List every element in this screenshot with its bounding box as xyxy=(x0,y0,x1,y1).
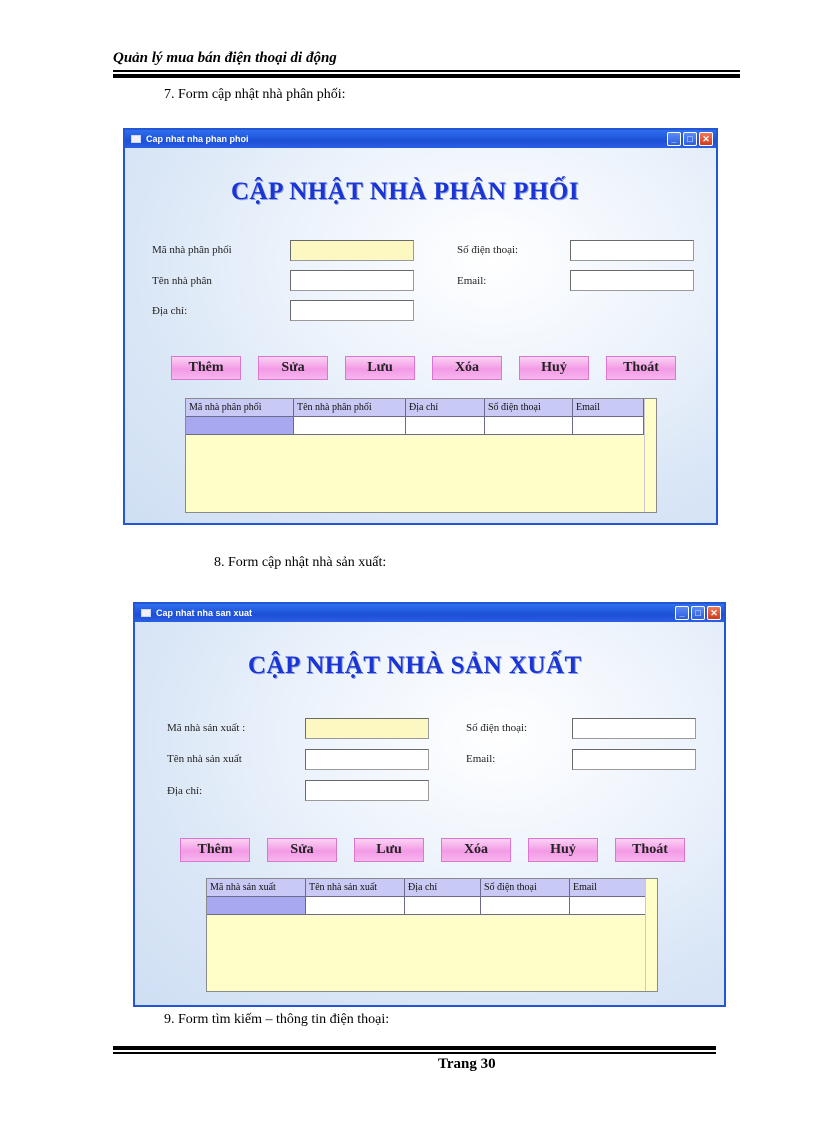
table-cell[interactable] xyxy=(573,417,644,435)
footer-rule-thin xyxy=(113,1052,716,1054)
column-header[interactable]: Địa chỉ xyxy=(405,879,481,897)
label-dia-chi: Địa chỉ: xyxy=(167,785,203,797)
document-header-title: Quản lý mua bán điện thoại di động xyxy=(113,50,337,66)
label-so-dien-thoai: Số điện thoại: xyxy=(457,244,519,256)
column-header[interactable]: Tên nhà sản xuất xyxy=(306,879,405,897)
data-grid[interactable] xyxy=(185,398,657,513)
row-selector[interactable] xyxy=(207,897,306,915)
window-nha-san-xuat xyxy=(133,602,726,1007)
window-nha-phan-phoi xyxy=(123,128,718,525)
label-email: Email: xyxy=(466,753,496,765)
table-cell[interactable] xyxy=(406,417,485,435)
titlebar[interactable] xyxy=(125,130,716,148)
table-row[interactable] xyxy=(186,417,644,435)
them-button[interactable]: Thêm xyxy=(171,356,241,380)
luu-button[interactable]: Lưu xyxy=(354,838,424,862)
table-cell[interactable] xyxy=(481,897,570,915)
column-header[interactable]: Số điện thoại xyxy=(481,879,570,897)
label-ten-nha-phan: Tên nhà phân xyxy=(152,275,212,287)
table-row[interactable] xyxy=(207,897,646,915)
huy-button[interactable]: Huỷ xyxy=(519,356,589,380)
label-so-dien-thoai: Số điện thoại: xyxy=(466,722,528,734)
input-ma-nha-phan-phoi[interactable] xyxy=(290,240,414,261)
thoat-button[interactable]: Thoát xyxy=(615,838,685,862)
minimize-icon[interactable]: _ xyxy=(675,606,689,620)
label-ma-nha-san-xuat: Mã nhà sản xuất : xyxy=(167,722,246,734)
column-header[interactable]: Email xyxy=(573,399,644,417)
grid-header xyxy=(186,399,644,417)
input-dia-chi[interactable] xyxy=(305,780,429,801)
column-header[interactable]: Email xyxy=(570,879,646,897)
input-email[interactable] xyxy=(570,270,694,291)
input-email[interactable] xyxy=(572,749,696,770)
column-header[interactable]: Số điện thoại xyxy=(485,399,573,417)
close-icon[interactable]: ✕ xyxy=(707,606,721,620)
form-heading: CẬP NHẬT NHÀ PHÂN PHỐI xyxy=(231,178,580,205)
luu-button[interactable]: Lưu xyxy=(345,356,415,380)
input-dia-chi[interactable] xyxy=(290,300,414,321)
form-client-area xyxy=(135,622,724,1005)
input-ma-nha-san-xuat[interactable] xyxy=(305,718,429,739)
titlebar[interactable] xyxy=(135,604,724,622)
minimize-icon[interactable]: _ xyxy=(667,132,681,146)
label-dia-chi: Địa chỉ: xyxy=(152,305,188,317)
row-selector[interactable] xyxy=(186,417,294,435)
window-title: Cap nhat nha phan phoi xyxy=(146,134,249,144)
huy-button[interactable]: Huỷ xyxy=(528,838,598,862)
form-heading: CẬP NHẬT NHÀ SẢN XUẤT xyxy=(248,652,582,679)
header-rule-thin xyxy=(113,70,740,72)
input-ten-nha-san-xuat[interactable] xyxy=(305,749,429,770)
column-header[interactable]: Tên nhà phân phối xyxy=(294,399,406,417)
table-cell[interactable] xyxy=(570,897,646,915)
grid-scrollbar[interactable] xyxy=(644,399,656,512)
window-title: Cap nhat nha san xuat xyxy=(156,608,253,618)
footer-rule-thick xyxy=(113,1046,716,1050)
table-cell[interactable] xyxy=(405,897,481,915)
sua-button[interactable]: Sửa xyxy=(258,356,328,380)
caption-9: 9. Form tìm kiếm – thông tin điện thoại: xyxy=(164,1012,390,1027)
label-ten-nha-san-xuat: Tên nhà sản xuất xyxy=(167,753,242,765)
caption-7: 7. Form cập nhật nhà phân phối: xyxy=(164,87,346,102)
column-header[interactable]: Địa chỉ xyxy=(406,399,485,417)
app-icon xyxy=(141,609,151,617)
xoa-button[interactable]: Xóa xyxy=(441,838,511,862)
them-button[interactable]: Thêm xyxy=(180,838,250,862)
data-grid[interactable] xyxy=(206,878,658,992)
table-cell[interactable] xyxy=(485,417,573,435)
sua-button[interactable]: Sửa xyxy=(267,838,337,862)
column-header[interactable]: Mã nhà sản xuất xyxy=(207,879,306,897)
close-icon[interactable]: ✕ xyxy=(699,132,713,146)
form-client-area xyxy=(125,148,716,523)
table-cell[interactable] xyxy=(294,417,406,435)
app-icon xyxy=(131,135,141,143)
grid-header xyxy=(207,879,646,897)
maximize-icon[interactable]: □ xyxy=(683,132,697,146)
caption-8: 8. Form cập nhật nhà sản xuất: xyxy=(214,555,387,570)
page-number: Trang 30 xyxy=(438,1056,496,1072)
label-ma-nha-phan-phoi: Mã nhà phân phối xyxy=(152,244,232,256)
thoat-button[interactable]: Thoát xyxy=(606,356,676,380)
table-cell[interactable] xyxy=(306,897,405,915)
header-rule-thick xyxy=(113,74,740,78)
xoa-button[interactable]: Xóa xyxy=(432,356,502,380)
maximize-icon[interactable]: □ xyxy=(691,606,705,620)
label-email: Email: xyxy=(457,275,487,287)
input-so-dien-thoai[interactable] xyxy=(570,240,694,261)
input-ten-nha-phan-phoi[interactable] xyxy=(290,270,414,291)
grid-scrollbar[interactable] xyxy=(645,879,657,991)
column-header[interactable]: Mã nhà phân phối xyxy=(186,399,294,417)
input-so-dien-thoai[interactable] xyxy=(572,718,696,739)
